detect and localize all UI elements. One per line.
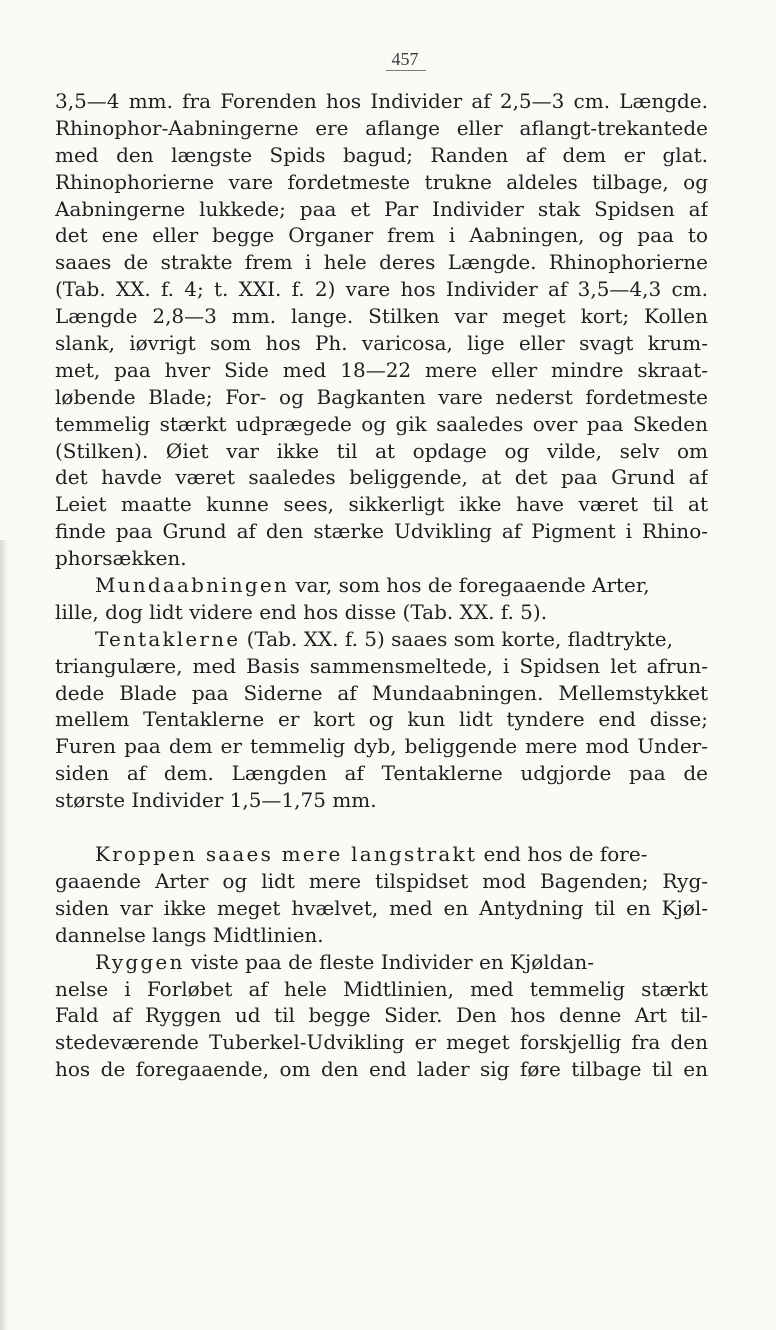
text-line: (Stilken). Øiet var ikke til at opdage og vilde, selv om [55,438,708,463]
text-line: end hos de fore- [477,842,648,867]
paragraph-kroppen [55,841,708,949]
text-line: dede Blade paa Siderne af Mundaabningen. Mellemstykket [55,680,708,705]
text-line-with-heading [55,841,708,868]
paragraph-gap [55,814,708,841]
text-line: Længde 2,8—3 mm. lange. Stilken var meget kort; Kollen [55,304,708,329]
text-line: Aabningerne lukkede; paa et Par Individer stak Spidsen af [55,196,708,221]
page-edge-shadow [0,540,8,1330]
text-line: hos de foregaaende, om den end lader sig føre tilbage til en [55,1057,708,1082]
section-lead: Ryggen [95,949,185,974]
section-lead: Tentaklerne [95,626,241,651]
text-line: siden af dem. Længden af Tentaklerne udgjorde paa de [55,761,708,786]
paragraph-ryggen [55,949,708,1083]
text-line: temmelig stærkt udprægede og gik saaledes over paa Skeden [55,411,708,436]
text-line: var, som hos de foregaaende Arter, [288,573,650,598]
text-line: saaes de strakte frem i hele deres Længde. Rhinophorierne [55,250,708,275]
paragraph-tentaklerne [55,626,708,814]
text-line: viste paa de fleste Individer en Kjøldan- [184,949,595,974]
text-line-with-heading [55,949,708,976]
text-line-with-heading [55,626,708,653]
page-number-rule [386,70,426,71]
text-line: slank, iøvrigt som hos Ph. varicosa, lige eller svagt krum- [55,331,708,356]
text-line: gaaende Arter og lidt mere tilspidset mod Bagenden; Ryg- [55,868,708,893]
text-line: største Individer 1,5—1,75 mm. [55,788,377,813]
text-line: mellem Tentaklerne er kort og kun lidt tyndere end disse; [55,707,708,732]
text-line: løbende Blade; For- og Bagkanten vare nederst fordetmeste [55,384,708,409]
text-line: siden var ikke meget hvælvet, med en Antydning til en Kjøl- [55,895,708,920]
text-line: (Tab. XX. f. 4; t. XXI. f. 2) vare hos Individer af 3,5—4,3 cm. [55,277,708,302]
text-line: dannelse langs Midtlinien. [55,922,324,947]
text-line: Rhinophorierne vare fordetmeste trukne aldeles tilbage, og [55,169,708,194]
text-line: Furen paa dem er temmelig dyb, beliggende mere mod Under- [55,734,708,759]
text-line: Fald af Ryggen ud til begge Sider. Den hos denne Art til- [55,1003,708,1028]
paragraph-mundaabningen [55,572,708,626]
text-line: met, paa hver Side med 18—22 mere eller mindre skraat- [55,357,708,382]
text-line-with-heading [55,572,708,599]
text-line: (Tab. XX. f. 5) saaes som korte, fladtrykte, [240,626,673,651]
text-line: finde paa Grund af den stærke Udvikling af Pigment i Rhino- [55,519,708,544]
section-lead: Mundaabningen [95,573,289,598]
text-line: stedeværende Tuberkel-Udvikling er meget forskjellig fra den [55,1030,708,1055]
text-line: 3,5—4 mm. fra Forenden hos Individer af 2,5—3 cm. Længde. [55,89,708,113]
text-line: lille, dog lidt videre end hos disse (Tab. XX. f. 5). [55,599,548,624]
text-line: Rhinophor-Aabningerne ere aflange eller aflangt-trekantede [55,115,708,140]
text-line: det havde været saaledes beliggende, at det paa Grund af [55,465,708,490]
text-line: nelse i Forløbet af hele Midtlinien, med temmelig stærkt [55,976,708,1001]
paragraph-rhinophor [55,88,708,572]
text-line: det ene eller begge Organer frem i Aabningen, og paa to [55,223,708,248]
text-line: med den længste Spids bagud; Randen af dem er glat. [55,142,708,167]
section-lead: Kroppen saaes mere langstrakt [95,842,478,867]
text-line: triangulære, med Basis sammensmeltede, i Spidsen let afrun- [55,653,708,678]
body-text [55,88,708,1083]
text-line: Leiet maatte kunne sees, sikkerligt ikke have været til at [55,492,708,517]
text-line: phorsækken. [55,546,187,571]
page-number: 457 [391,49,419,69]
